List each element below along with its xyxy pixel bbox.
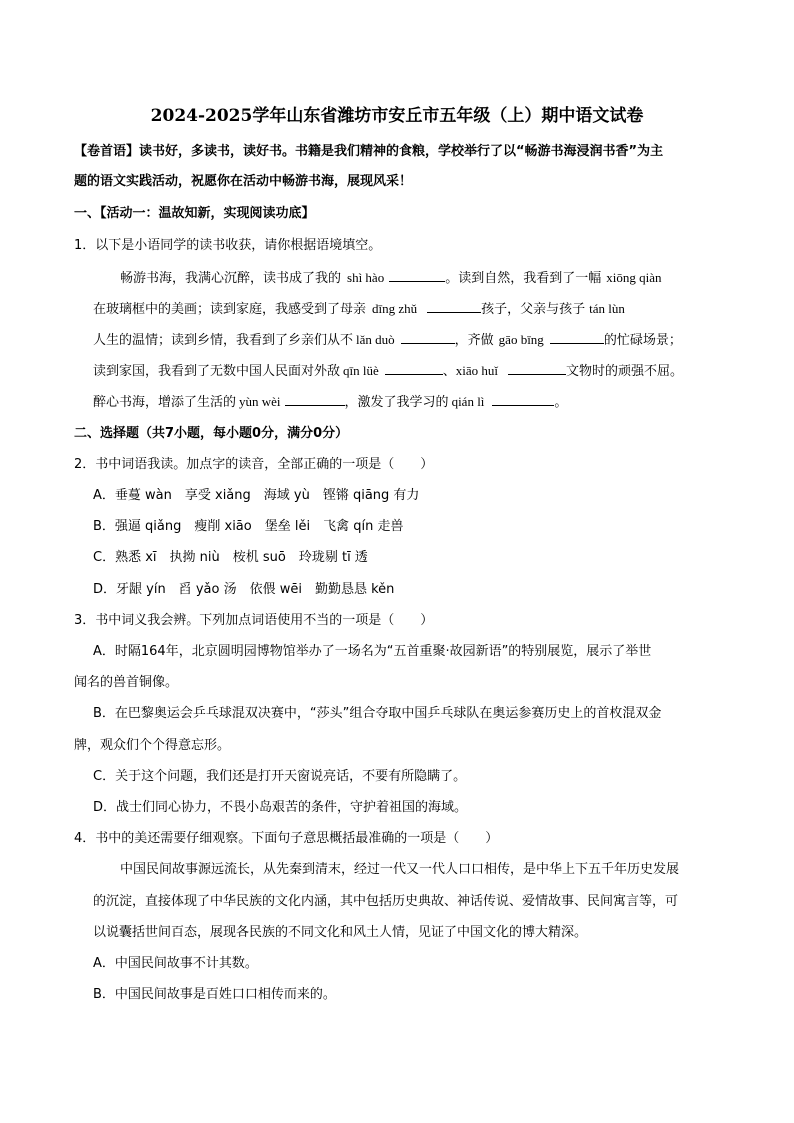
- q1-stem: 1．以下是小语同学的读书收获，请你根据语境填空。: [74, 238, 382, 253]
- q1-text: 孩子，父亲与孩子: [481, 302, 586, 317]
- intro-line-1: 【卷首语】读书好，多读书，读好书。书籍是我们精神的食粮，学校举行了以“畅游书海浸润书香”为主: [74, 144, 664, 159]
- q1-text: 醉心书海，增添了生活的: [93, 395, 237, 410]
- answer-blank[interactable]: [427, 300, 481, 313]
- q2-option-a[interactable]: A．垂蔓 wàn 享受 xiǎng 海域 yù 铿锵 qiāng 有力: [93, 488, 420, 503]
- intro-line-2: 题的语文实践活动，祝愿你在活动中畅游书海，展现风采！: [74, 174, 413, 189]
- q1-text: ，齐做: [454, 333, 494, 348]
- q4-passage-line-2: 的沉淀，直接体现了中华民族的文化内涵，其中包括历史典故、神话传说、爱情故事、民间寓言等，可: [93, 894, 679, 909]
- answer-blank[interactable]: [508, 362, 566, 375]
- q1-text: 畅游书海，我满心沉醉，读书成了我的: [120, 271, 342, 286]
- section-2-heading: [74, 424, 348, 444]
- q1-text: 读到家国，我看到了无数中国人民面对外敌: [93, 364, 341, 379]
- q3-option-a[interactable]: A．时隔164年，北京圆明园博物馆举办了一场名为“五首重聚·故园新语”的特别展览，展示了举世: [93, 644, 652, 659]
- pinyin-prompt: qián lì: [451, 394, 485, 409]
- q1-text: 文物时的顽强不屈。: [566, 364, 684, 379]
- q3-option-c[interactable]: C．关于这个问题，我们还是打开天窗说亮话，不要有所隐瞒了。: [93, 769, 467, 784]
- pinyin-prompt: xiōng qiàn: [606, 270, 662, 285]
- q3-option-b-cont: 牌，观众们个个得意忘形。: [74, 738, 231, 753]
- q1-text: ，激发了我学习的: [344, 395, 449, 410]
- pinyin-prompt: dīng zhǔ: [372, 301, 418, 316]
- q1-line-2: [93, 299, 625, 320]
- pinyin-prompt: tán lùn: [589, 301, 625, 316]
- q3-option-a-cont: 闻名的兽首铜像。: [74, 675, 179, 690]
- pinyin-prompt: yùn wèi: [239, 394, 281, 409]
- answer-blank[interactable]: [492, 393, 554, 406]
- pinyin-prompt: xiāo huǐ: [455, 363, 499, 378]
- section-1-heading: 一、【活动一：温故知新，实现阅读功底】: [74, 206, 315, 221]
- q2-option-b[interactable]: B．强逼 qiǎng 瘦削 xiāo 堡垒 lěi 飞禽 qín 走兽: [93, 519, 404, 534]
- q3-option-b[interactable]: B．在巴黎奥运会乒乓球混双决赛中，“莎头”组合夺取中国乒乓球队在奥运参赛历史上的首枚混双金: [93, 706, 662, 721]
- exam-title: 2024-2025学年山东省潍坊市安丘市五年级（上）期中语文试卷: [150, 106, 644, 126]
- q4-option-a[interactable]: A．中国民间故事不计其数。: [93, 956, 258, 971]
- section-2-title: 二、选择题: [74, 426, 140, 441]
- q2-stem: 2．书中词语我读。加点字的读音，全部正确的一项是（ ）: [74, 457, 434, 472]
- q3-option-d[interactable]: D．战士们同心协力，不畏小岛艰苦的条件，守护着祖国的海域。: [93, 800, 468, 815]
- answer-blank[interactable]: [385, 362, 443, 375]
- q3-stem: 3．书中词义我会辨。下列加点词语使用不当的一项是（ ）: [74, 613, 434, 628]
- q4-stem: 4．书中的美还需要仔细观察。下面句子意思概括最准确的一项是（ ）: [74, 831, 499, 846]
- q1-text: 人生的温情；读到乡情，我看到了乡亲们从不: [93, 333, 354, 348]
- q4-option-b[interactable]: B．中国民间故事是百姓口口相传而来的。: [93, 987, 336, 1002]
- q1-text: 。: [554, 395, 568, 410]
- answer-blank[interactable]: [401, 331, 455, 344]
- q1-text: 、: [442, 364, 456, 379]
- q1-line-5: [93, 392, 567, 413]
- q1-text: 。读到自然，我看到了一幅: [445, 271, 602, 286]
- q2-option-c[interactable]: C．熟悉 xī 执拗 niù 桉机 suō 玲珑剔 tī 透: [93, 550, 368, 565]
- section-2-scoring: （共7小题，每小题0分，满分0分）: [139, 426, 349, 441]
- answer-blank[interactable]: [389, 269, 445, 282]
- q4-passage-line-1: 中国民间故事源远流长，从先秦到清末，经过一代又一代人口口相传，是中华上下五千年历史发展: [120, 862, 680, 877]
- answer-blank[interactable]: [285, 393, 345, 406]
- answer-blank[interactable]: [550, 331, 604, 344]
- q1-text: 在玻璃框中的美画；读到家庭，我感受到了母亲: [93, 302, 367, 317]
- pinyin-prompt: shì hào: [347, 270, 385, 285]
- q4-passage-line-3: 以说囊括世间百态，展现各民族的不同文化和风土人情，见证了中国文化的博大精深。: [93, 925, 588, 940]
- pinyin-prompt: lǎn duò: [356, 332, 395, 347]
- q1-line-1: [120, 268, 661, 289]
- q1-line-3: [93, 330, 682, 351]
- q1-text: 的忙碌场景；: [603, 333, 682, 348]
- pinyin-prompt: qīn lüè: [343, 363, 379, 378]
- pinyin-prompt: gāo bīng: [498, 332, 544, 347]
- q2-option-d[interactable]: D．牙龈 yín 舀 yǎo 汤 依偎 wēi 勤勤恳恳 kěn: [93, 582, 395, 597]
- q1-line-4: [93, 361, 683, 382]
